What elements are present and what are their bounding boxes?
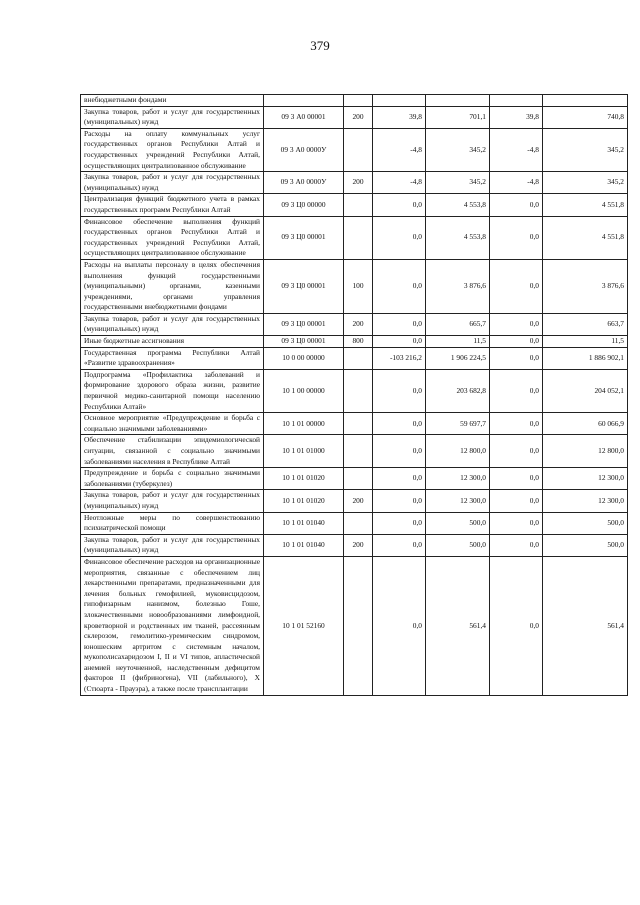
table-row — [81, 313, 628, 335]
table-row — [81, 490, 628, 512]
row-expense-type-cell — [344, 435, 373, 468]
row-name-cell: Расходы на выплаты персоналу в целях обеспечения выполнения функций государственными (муниципальными) органами, казенными учреждениями, органами управления государственными внебюджетными фондами — [81, 259, 264, 313]
row-expense-type-cell: 200 — [344, 534, 373, 556]
row-name-cell: Неотложные меры по совершенствованию психиатрической помощи — [81, 512, 264, 534]
row-expense-type-cell — [344, 347, 373, 369]
row-code-cell: 10 1 01 01040 — [264, 534, 344, 556]
row-change-2-cell: 0,0 — [490, 347, 543, 369]
row-amount-2-cell — [543, 95, 628, 107]
table-row — [81, 259, 628, 313]
row-amount-2-cell: 204 052,1 — [543, 369, 628, 412]
table-row — [81, 556, 628, 695]
row-change-1-cell: 0,0 — [373, 413, 426, 435]
row-amount-2-cell: 60 066,9 — [543, 413, 628, 435]
row-expense-type-cell: 200 — [344, 490, 373, 512]
row-change-1-cell: 0,0 — [373, 556, 426, 695]
row-change-1-cell: 0,0 — [373, 313, 426, 335]
budget-table — [80, 94, 628, 696]
row-change-1-cell: 0,0 — [373, 259, 426, 313]
row-change-2-cell: 39,8 — [490, 106, 543, 128]
table-row — [81, 336, 628, 348]
row-amount-1-cell: 500,0 — [426, 534, 490, 556]
row-amount-2-cell: 11,5 — [543, 336, 628, 348]
row-name-cell: Подпрограмма «Профилактика заболеваний и формирование здорового образа жизни, развитие первичной медико-санитарной помощи населению Республики Алтай» — [81, 369, 264, 412]
row-amount-2-cell: 561,4 — [543, 556, 628, 695]
row-amount-2-cell: 1 886 902,1 — [543, 347, 628, 369]
row-amount-1-cell: 701,1 — [426, 106, 490, 128]
row-code-cell: 09 3 А0 0000У — [264, 128, 344, 171]
row-code-cell: 09 3 Ц0 00001 — [264, 313, 344, 335]
table-row — [81, 435, 628, 468]
row-code-cell: 10 1 01 01040 — [264, 512, 344, 534]
row-amount-1-cell: 3 876,6 — [426, 259, 490, 313]
row-expense-type-cell — [344, 413, 373, 435]
row-change-1-cell: 39,8 — [373, 106, 426, 128]
row-amount-1-cell: 4 553,8 — [426, 216, 490, 259]
table-row — [81, 347, 628, 369]
row-amount-2-cell: 12 300,0 — [543, 490, 628, 512]
row-change-2-cell: 0,0 — [490, 468, 543, 490]
row-code-cell: 09 3 А0 0000У — [264, 172, 344, 194]
row-amount-1-cell: 12 300,0 — [426, 490, 490, 512]
row-change-1-cell: -4,8 — [373, 172, 426, 194]
table-row — [81, 128, 628, 171]
row-change-2-cell — [490, 95, 543, 107]
row-amount-1-cell: 11,5 — [426, 336, 490, 348]
row-expense-type-cell — [344, 369, 373, 412]
row-change-2-cell: 0,0 — [490, 556, 543, 695]
row-expense-type-cell: 200 — [344, 106, 373, 128]
row-name-cell: Иные бюджетные ассигнования — [81, 336, 264, 348]
page-number: 379 — [310, 38, 330, 53]
row-code-cell: 09 3 Ц0 00001 — [264, 336, 344, 348]
row-change-2-cell: 0,0 — [490, 490, 543, 512]
row-code-cell: 10 0 00 00000 — [264, 347, 344, 369]
table-row — [81, 194, 628, 216]
row-change-1-cell: 0,0 — [373, 435, 426, 468]
row-name-cell: Финансовое обеспечение выполнения функций государственных органов Республики Алтай и государственных учреждений Республики Алтай, осуществляющих централизованное обслуживание — [81, 216, 264, 259]
row-change-2-cell: 0,0 — [490, 194, 543, 216]
table-row — [81, 95, 628, 107]
row-expense-type-cell: 200 — [344, 313, 373, 335]
row-change-1-cell: 0,0 — [373, 369, 426, 412]
row-change-1-cell — [373, 95, 426, 107]
row-amount-2-cell: 345,2 — [543, 172, 628, 194]
row-change-1-cell: 0,0 — [373, 468, 426, 490]
row-amount-1-cell: 1 906 224,5 — [426, 347, 490, 369]
row-name-cell: Предупреждение и борьба с социально значимыми заболеваниями (туберкулез) — [81, 468, 264, 490]
row-change-2-cell: 0,0 — [490, 336, 543, 348]
row-amount-2-cell: 3 876,6 — [543, 259, 628, 313]
row-amount-2-cell: 500,0 — [543, 534, 628, 556]
row-change-2-cell: -4,8 — [490, 172, 543, 194]
row-expense-type-cell — [344, 194, 373, 216]
row-code-cell: 10 1 01 01020 — [264, 490, 344, 512]
row-amount-1-cell: 665,7 — [426, 313, 490, 335]
row-amount-1-cell: 203 682,8 — [426, 369, 490, 412]
row-change-2-cell: 0,0 — [490, 313, 543, 335]
row-amount-2-cell: 345,2 — [543, 128, 628, 171]
row-code-cell: 09 3 Ц0 00001 — [264, 216, 344, 259]
row-expense-type-cell: 800 — [344, 336, 373, 348]
row-amount-1-cell — [426, 95, 490, 107]
row-expense-type-cell — [344, 468, 373, 490]
row-change-2-cell: 0,0 — [490, 259, 543, 313]
row-change-1-cell: 0,0 — [373, 490, 426, 512]
row-name-cell: Закупка товаров, работ и услуг для государственных (муниципальных) нужд — [81, 490, 264, 512]
table-row — [81, 106, 628, 128]
row-name-cell: Финансовое обеспечение расходов на организационные мероприятия, связанные с обеспечением лиц лекарственными препаратами, предназначенными для лечения больных гемофилией, муковисцидозом, гипофизарным нанизмом, болезнью Гоше, злокачественными новообразованиями лимфоидной, кроветворной и родственных им тканей, рассеянным склерозом, гемолитико-уремическим синдромом, юношеским артритом с системным началом, мукополисахаридозом I, II и VI типов, апластической анемией неуточненной, наследственным дефицитом факторов II (фибриногена), VII (лабильного), X (Стюарта - Прауэра), а также после трансплантации — [81, 556, 264, 695]
table-row — [81, 534, 628, 556]
row-amount-2-cell: 740,8 — [543, 106, 628, 128]
row-change-2-cell: 0,0 — [490, 512, 543, 534]
row-name-cell: Закупка товаров, работ и услуг для государственных (муниципальных) нужд — [81, 534, 264, 556]
row-expense-type-cell — [344, 95, 373, 107]
row-amount-2-cell: 4 551,8 — [543, 194, 628, 216]
row-name-cell: Расходы на оплату коммунальных услуг государственных органов Республики Алтай и государственных учреждений Республики Алтай, осуществляющих централизованное обслуживание — [81, 128, 264, 171]
row-change-2-cell: 0,0 — [490, 534, 543, 556]
row-change-1-cell: 0,0 — [373, 194, 426, 216]
row-expense-type-cell: 100 — [344, 259, 373, 313]
row-amount-1-cell: 345,2 — [426, 128, 490, 171]
row-change-1-cell: 0,0 — [373, 336, 426, 348]
table-row — [81, 216, 628, 259]
row-expense-type-cell — [344, 128, 373, 171]
table-row — [81, 512, 628, 534]
row-name-cell: внебюджетными фондами — [81, 95, 264, 107]
table-row — [81, 468, 628, 490]
row-name-cell: Закупка товаров, работ и услуг для государственных (муниципальных) нужд — [81, 313, 264, 335]
row-name-cell: Обеспечение стабилизации эпидемиологической ситуации, связанной с социально значимыми заболеваниями населения в Республике Алтай — [81, 435, 264, 468]
row-code-cell: 10 1 01 01020 — [264, 468, 344, 490]
row-change-1-cell: 0,0 — [373, 216, 426, 259]
row-change-1-cell: 0,0 — [373, 512, 426, 534]
row-change-1-cell: 0,0 — [373, 534, 426, 556]
row-change-2-cell: 0,0 — [490, 369, 543, 412]
row-amount-1-cell: 500,0 — [426, 512, 490, 534]
table-row — [81, 172, 628, 194]
row-amount-2-cell: 12 800,0 — [543, 435, 628, 468]
row-name-cell: Закупка товаров, работ и услуг для государственных (муниципальных) нужд — [81, 172, 264, 194]
row-expense-type-cell — [344, 512, 373, 534]
row-change-2-cell: 0,0 — [490, 413, 543, 435]
row-amount-1-cell: 12 800,0 — [426, 435, 490, 468]
row-code-cell: 10 1 00 00000 — [264, 369, 344, 412]
row-code-cell: 09 3 А0 00001 — [264, 106, 344, 128]
row-change-2-cell: 0,0 — [490, 435, 543, 468]
row-amount-2-cell: 12 300,0 — [543, 468, 628, 490]
row-code-cell: 09 3 Ц0 00001 — [264, 259, 344, 313]
table-row — [81, 369, 628, 412]
row-amount-2-cell: 500,0 — [543, 512, 628, 534]
row-change-2-cell: 0,0 — [490, 216, 543, 259]
row-change-1-cell: -103 216,2 — [373, 347, 426, 369]
row-expense-type-cell — [344, 216, 373, 259]
row-name-cell: Централизация функций бюджетного учета в рамках государственных программ Республики Алтай — [81, 194, 264, 216]
row-name-cell: Закупка товаров, работ и услуг для государственных (муниципальных) нужд — [81, 106, 264, 128]
table-row — [81, 413, 628, 435]
row-amount-1-cell: 345,2 — [426, 172, 490, 194]
row-code-cell: 10 1 01 52160 — [264, 556, 344, 695]
row-change-2-cell: -4,8 — [490, 128, 543, 171]
row-amount-2-cell: 663,7 — [543, 313, 628, 335]
row-expense-type-cell: 200 — [344, 172, 373, 194]
row-amount-1-cell: 59 697,7 — [426, 413, 490, 435]
row-amount-2-cell: 4 551,8 — [543, 216, 628, 259]
row-code-cell — [264, 95, 344, 107]
row-name-cell: Государственная программа Республики Алтай «Развитие здравоохранения» — [81, 347, 264, 369]
row-expense-type-cell — [344, 556, 373, 695]
row-code-cell: 09 3 Ц0 00000 — [264, 194, 344, 216]
row-amount-1-cell: 12 300,0 — [426, 468, 490, 490]
row-amount-1-cell: 561,4 — [426, 556, 490, 695]
row-code-cell: 10 1 01 00000 — [264, 413, 344, 435]
row-name-cell: Основное мероприятие «Предупреждение и борьба с социально значимыми заболеваниями» — [81, 413, 264, 435]
row-code-cell: 10 1 01 01000 — [264, 435, 344, 468]
row-amount-1-cell: 4 553,8 — [426, 194, 490, 216]
row-change-1-cell: -4,8 — [373, 128, 426, 171]
